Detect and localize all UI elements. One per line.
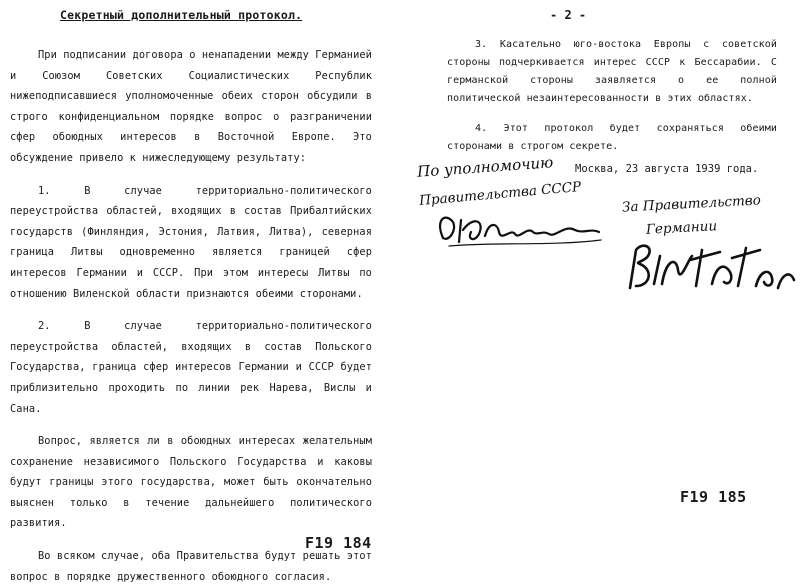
right-body-text xyxy=(447,36,777,156)
paragraph-agreement: Во всяком случае, оба Правительства будут решать этот вопрос в порядке дружественного обоюдного согласия. xyxy=(10,550,372,583)
paragraph-point-2: 2. В случае территориально-политического переустройства областей, входящих в состав Польского Государства, граница сфер интересов Германии и СССР будет приблизительно проходить по линии рек Нарева, Вислы и Сана. xyxy=(10,320,372,415)
page-left xyxy=(0,0,400,583)
paragraph-intro: При подписании договора о ненападении между Германией и Союзом Советских Социалистических Республик нижеподписавшиеся уполномоченные обеих сторон обсудили в строго конфиденциальном порядке вопрос о разграничении сфер обоюдных интересов в Восточной Европе. Это обсуждение привело к нижеследующему результату: xyxy=(10,49,372,164)
page-number: - 2 - xyxy=(550,8,587,22)
paragraph-point-1: 1. В случае территориально-политического переустройства областей, входящих в состав Прибалтийских государств (Финляндия, Эстония, Латвия, Литва), северная граница Литвы одновременно является границей сфер интересов Германии и СССР. При этом интересы Литвы по отношению Виленской области признаются обеими сторонами. xyxy=(10,184,372,300)
archive-code-right: F19 185 xyxy=(680,488,747,506)
signature-ussr-line2: Правительства СССР xyxy=(418,178,582,210)
ribbentrop-signature-scrawl xyxy=(620,190,800,300)
signature-ussr xyxy=(415,150,605,260)
paragraph-point-3: 3. Касательно юго-востока Европы с советской стороны подчеркивается интерес СССР к Бессарабии. С германской стороны заявляется о ее полной политической незаинтересованности в этих областях. xyxy=(447,39,777,104)
left-body-text xyxy=(10,45,372,587)
page-right xyxy=(415,0,800,560)
signature-germany-line2: Германии xyxy=(645,218,718,238)
document-title: Секретный дополнительный протокол. xyxy=(60,8,303,22)
signature-ussr-line1: По уполномочию xyxy=(416,153,554,181)
paragraph-point-4: 4. Этот протокол будет сохраняться обеими сторонами в строгом секрете. xyxy=(447,123,777,152)
signature-germany-line1: За Правительство xyxy=(621,192,762,216)
signature-germany xyxy=(620,190,800,300)
place-and-date: Москва, 23 августа 1939 года. xyxy=(575,163,759,175)
paragraph-poland-question: Вопрос, является ли в обоюдных интересах желательным сохранение независимого Польского Государства и каковы будут границы этого государства, может быть окончательно выяснен только в течение дальнейшего политического развития. xyxy=(10,435,372,530)
archive-code-left: F19 184 xyxy=(305,534,372,552)
molotov-signature-scrawl xyxy=(415,150,605,260)
